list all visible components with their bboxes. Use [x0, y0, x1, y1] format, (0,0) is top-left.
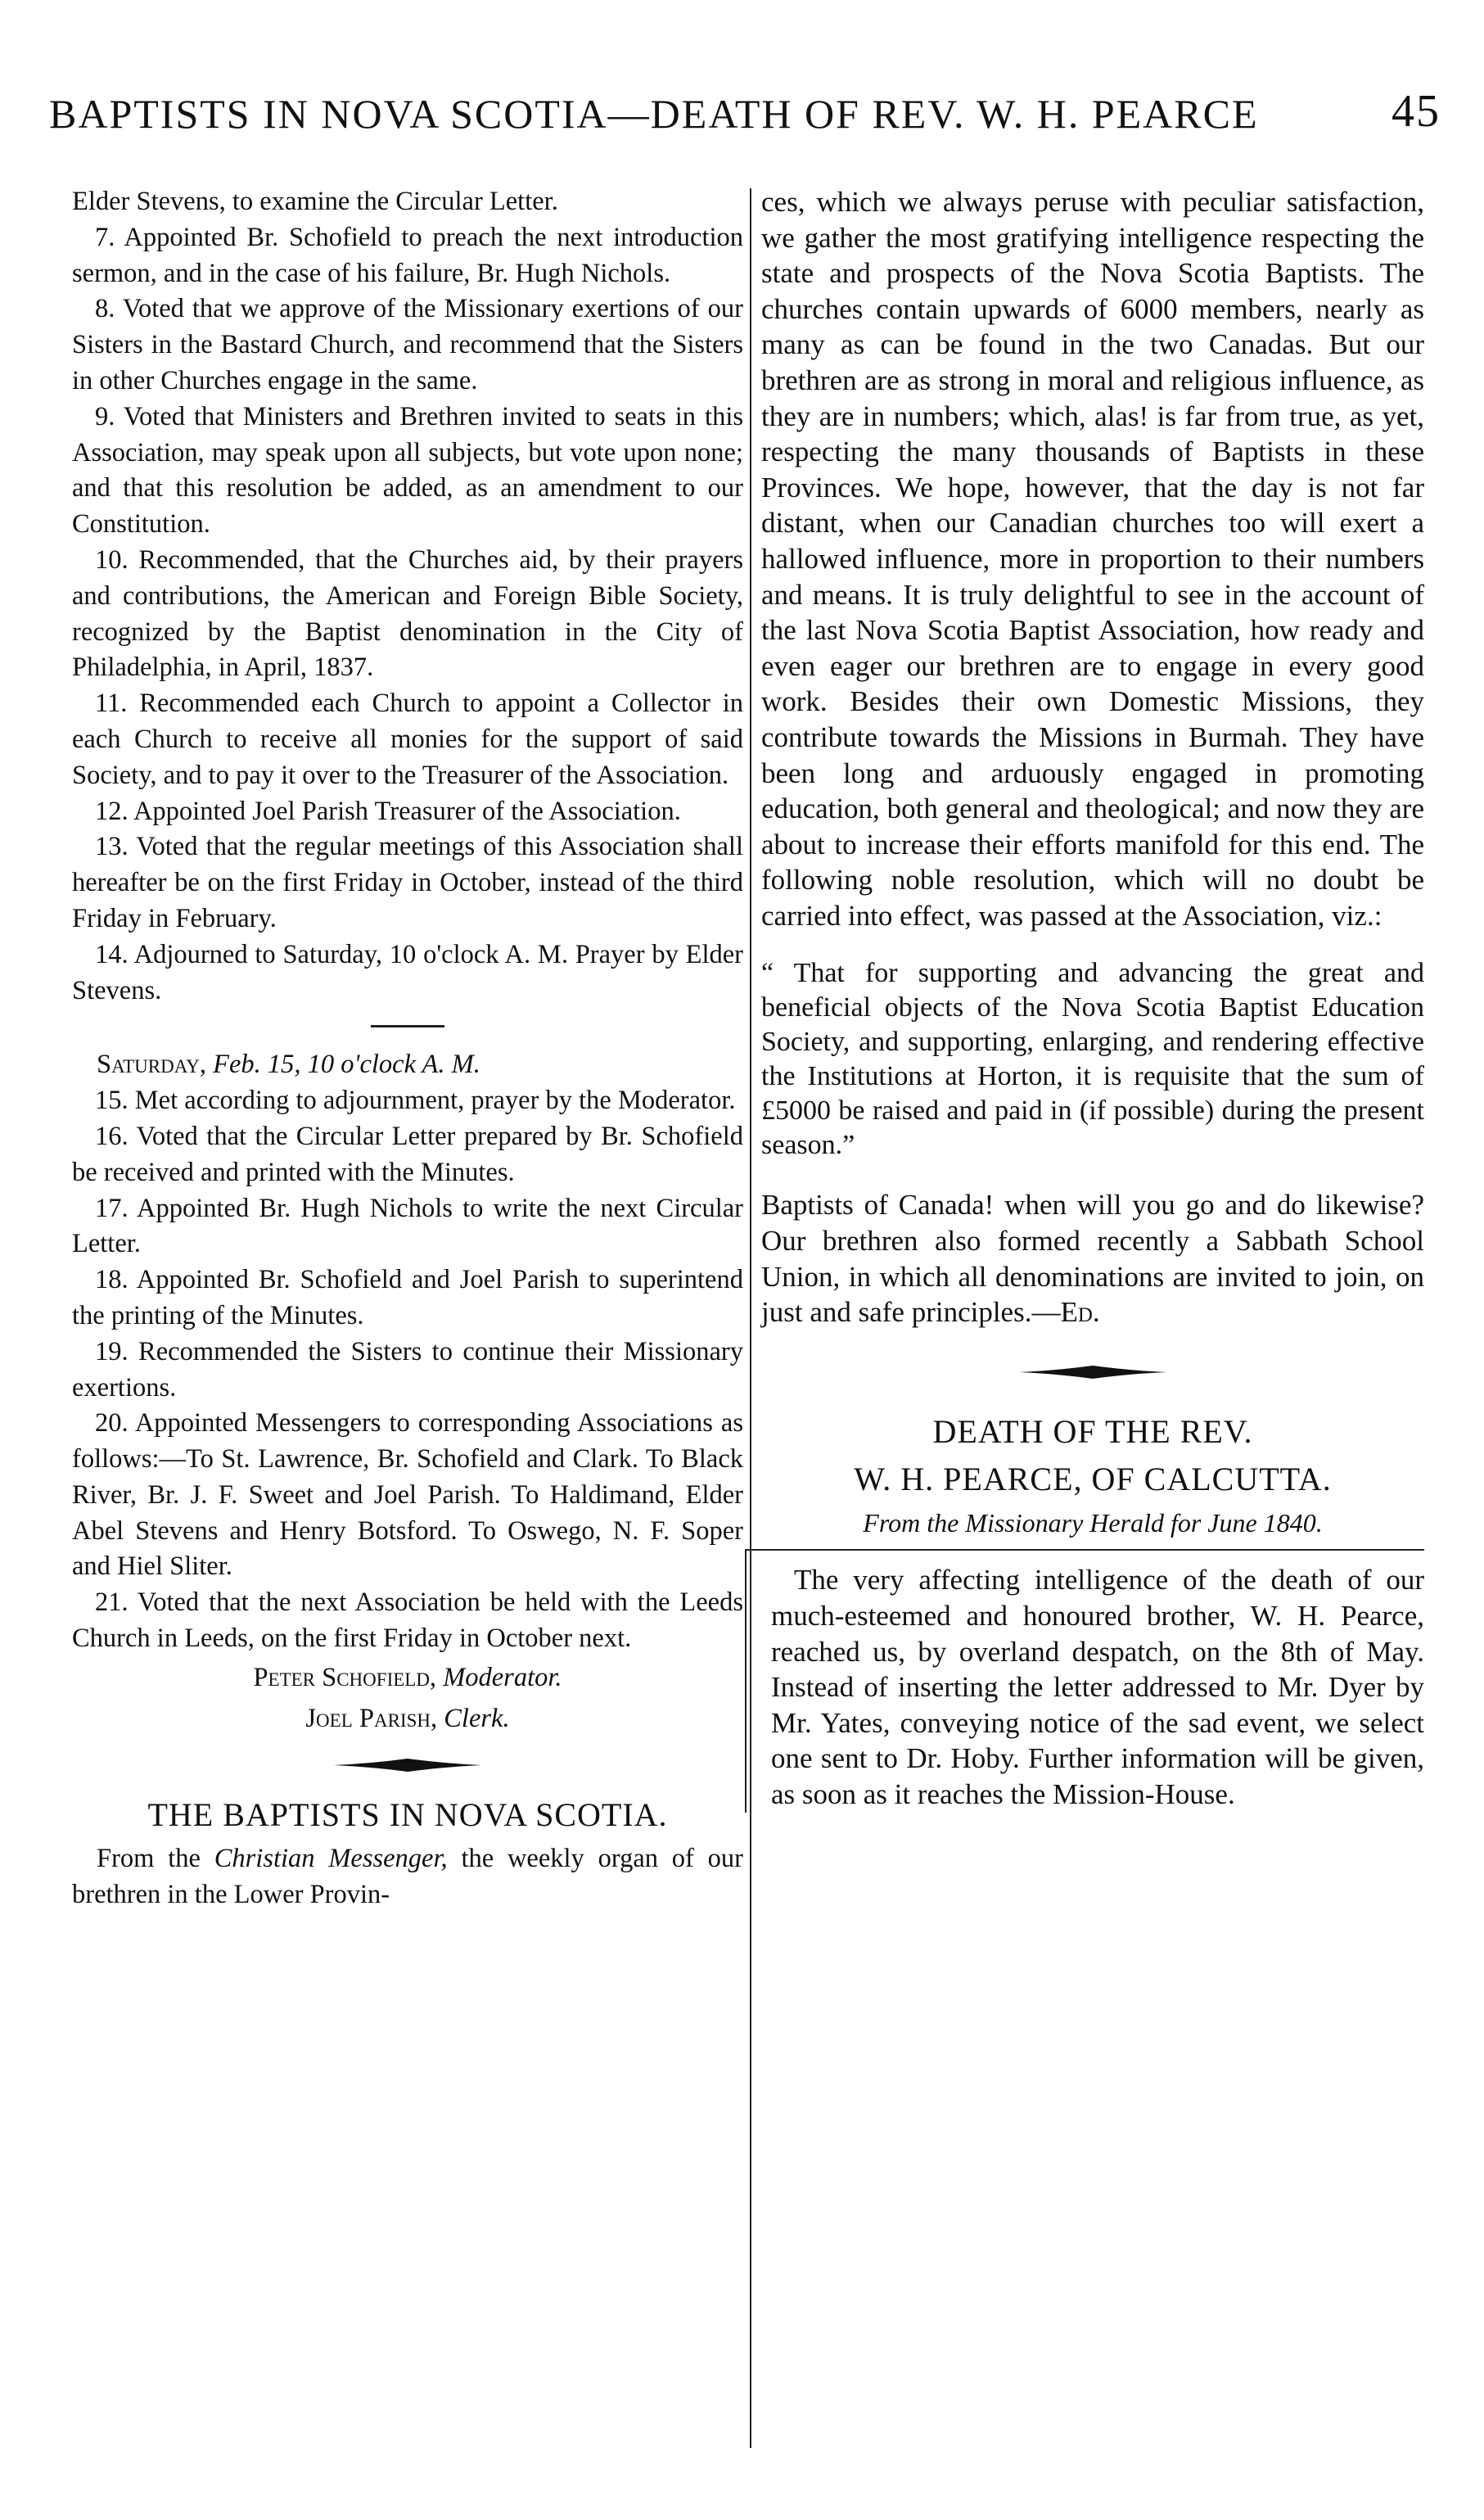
signature-name: Peter Schofield,: [253, 1662, 437, 1692]
signature-role: Clerk.: [444, 1703, 510, 1733]
resolution-7: 7. Appointed Br. Schofield to preach the next introduction sermon, and in the case of his failure, Br. Hugh Nichols.: [72, 222, 743, 288]
resolution-10: 10. Recommended, that the Churches aid, by their prayers and contributions, the American and Foreign Bible Society, recognized by the Baptist denomination in the City of Philadelphia, in April, 1837.: [72, 544, 743, 683]
right-column: [761, 184, 1424, 1813]
resolution-18: 18. Appointed Br. Schofield and Joel Parish to superintend the printing of the Minutes.: [72, 1265, 743, 1330]
running-title: BAPTISTS IN NOVA SCOTIA—DEATH OF REV. W. H. PEARCE: [49, 91, 1259, 137]
resolution-12: 12. Appointed Joel Parish Treasurer of the Association.: [95, 796, 681, 826]
paragraph: [761, 1187, 1424, 1330]
intro-rest: the weekly organ of our brethren in the Lower Provin-: [72, 1844, 743, 1910]
intro-paragraph: [72, 1841, 743, 1913]
section-title: THE BAPTISTS IN NOVA SCOTIA.: [147, 1796, 668, 1834]
signature-moderator: [72, 1660, 743, 1696]
column-divider: [750, 188, 751, 2448]
page-header: [49, 86, 1441, 147]
signature-clerk: [72, 1701, 743, 1737]
death-subtitle: W. H. PEARCE, OF CALCUTTA.: [854, 1460, 1332, 1497]
intro-start: From the: [97, 1844, 201, 1874]
editor-mark: Ed.: [1060, 1296, 1100, 1329]
resolution-14: 14. Adjourned to Saturday, 10 o'clock A. M. Prayer by Elder Stevens.: [72, 939, 743, 1005]
resolution-15: 15. Met according to adjournment, prayer by the Moderator.: [95, 1086, 736, 1116]
ornament-divider: [334, 1756, 481, 1774]
article-box: [745, 1549, 1424, 1812]
resolution-17: 17. Appointed Br. Hugh Nichols to write the next Circular Letter.: [72, 1193, 743, 1259]
paragraph-text: Baptists of Canada! when will you go and do likewise? Our brethren also formed recently a Sabbath School Union, in which all denominations are invited to join, on just and safe principles.—: [761, 1189, 1424, 1329]
resolution-13: 13. Voted that the regular meetings of this Association shall hereafter be on the first Friday in October, instead of the third Friday in February.: [72, 832, 743, 933]
page-number: 45: [1392, 86, 1441, 137]
intro-source: Christian Messenger,: [214, 1844, 448, 1874]
short-rule: [371, 1025, 444, 1027]
paragraph: The very affecting intelligence of the death of our much-esteemed and honoured brother, W. H. Pearce, reached us, by overland despatch, on the 8th of May. Instead of inserting the letter addressed to Mr. Dyer by Mr. Yates, conveying notice of the sad event, we select one sent to Dr. Hoby. Further information will be given, as soon as it reaches the Mission-House.: [771, 1564, 1424, 1810]
source-line: From the Missionary Herald for June 1840.: [863, 1507, 1323, 1538]
resolution-9: 9. Voted that Ministers and Brethren invited to seats in this Association, may speak upon all subjects, but vote upon none; and that this resolution be added, as an amendment to our Constitution.: [72, 401, 743, 540]
saturday-label: Saturday,: [97, 1050, 206, 1080]
paragraph: Elder Stevens, to examine the Circular Letter.: [72, 187, 558, 216]
resolution-16: 16. Voted that the Circular Letter prepared by Br. Schofield be received and printed with the Minutes.: [72, 1121, 743, 1187]
death-title: DEATH OF THE REV.: [932, 1412, 1253, 1450]
resolution-11: 11. Recommended each Church to appoint a Collector in each Church to receive all monies for the support of said Society, and to pay it over to the Treasurer of the Association.: [72, 689, 743, 790]
left-column: [72, 184, 743, 1913]
resolution-8: 8. Voted that we approve of the Missionary exertions of our Sisters in the Bastard Church, and recommend that the Sisters in other Churches engage in the same.: [72, 294, 743, 395]
signature-name: Joel Parish,: [305, 1703, 438, 1733]
signature-role: Moderator.: [443, 1662, 562, 1692]
quoted-resolution: “ That for supporting and advancing the great and beneficial objects of the Nova Scotia Baptist Education Society, and supporting, enlarging, and rendering effective the Institutions at Horton, it is requisite that the sum of £5000 be raised and paid in (if possible) during the present season.”: [761, 958, 1424, 1161]
resolution-19: 19. Recommended the Sisters to continue their Missionary exertions.: [72, 1336, 743, 1402]
resolution-20: 20. Appointed Messengers to corresponding Associations as follows:—To St. Lawrence, Br. Schofield and Clark. To Black River, Br. J. F. Sweet and Joel Parish. To Haldimand, Elder Abel Stevens and Henry Botsford. To Oswego, N. F. Soper and Hiel Sliter.: [72, 1408, 743, 1582]
resolution-21: 21. Voted that the next Association be held with the Leeds Church in Leeds, on the first Friday in October next.: [72, 1587, 743, 1654]
ornament-divider: [1019, 1363, 1166, 1381]
saturday-date: Feb. 15, 10 o'clock A. M.: [213, 1050, 480, 1080]
paragraph: ces, which we always peruse with peculiar satisfaction, we gather the most gratifying intelligence respecting the state and prospects of the Nova Scotia Baptists. The churches contain upwards of 6000 members, nearly as many as can be found in the two Canadas. But our brethren are as strong in moral and religious influence, as they are in numbers; which, alas! is far from true, as yet, respecting the many thousands of Baptists in these Provinces. We hope, however, that the day is not far distant, when our Canadian churches too will exert a hallowed influence, more in proportion to their numbers and means. It is truly delightful to see in the account of the last Nova Scotia Baptist Association, how ready and even eager our brethren are to engage in every good work. Besides their own Domestic Missions, they contribute towards the Missions in Burmah. They have been long and arduously engaged in promoting education, both general and theological; and now they are about to increase their efforts manifold for this end. The following noble resolution, which will no doubt be carried into effect, was passed at the Association, viz.:: [761, 186, 1424, 932]
saturday-heading: [72, 1047, 743, 1083]
